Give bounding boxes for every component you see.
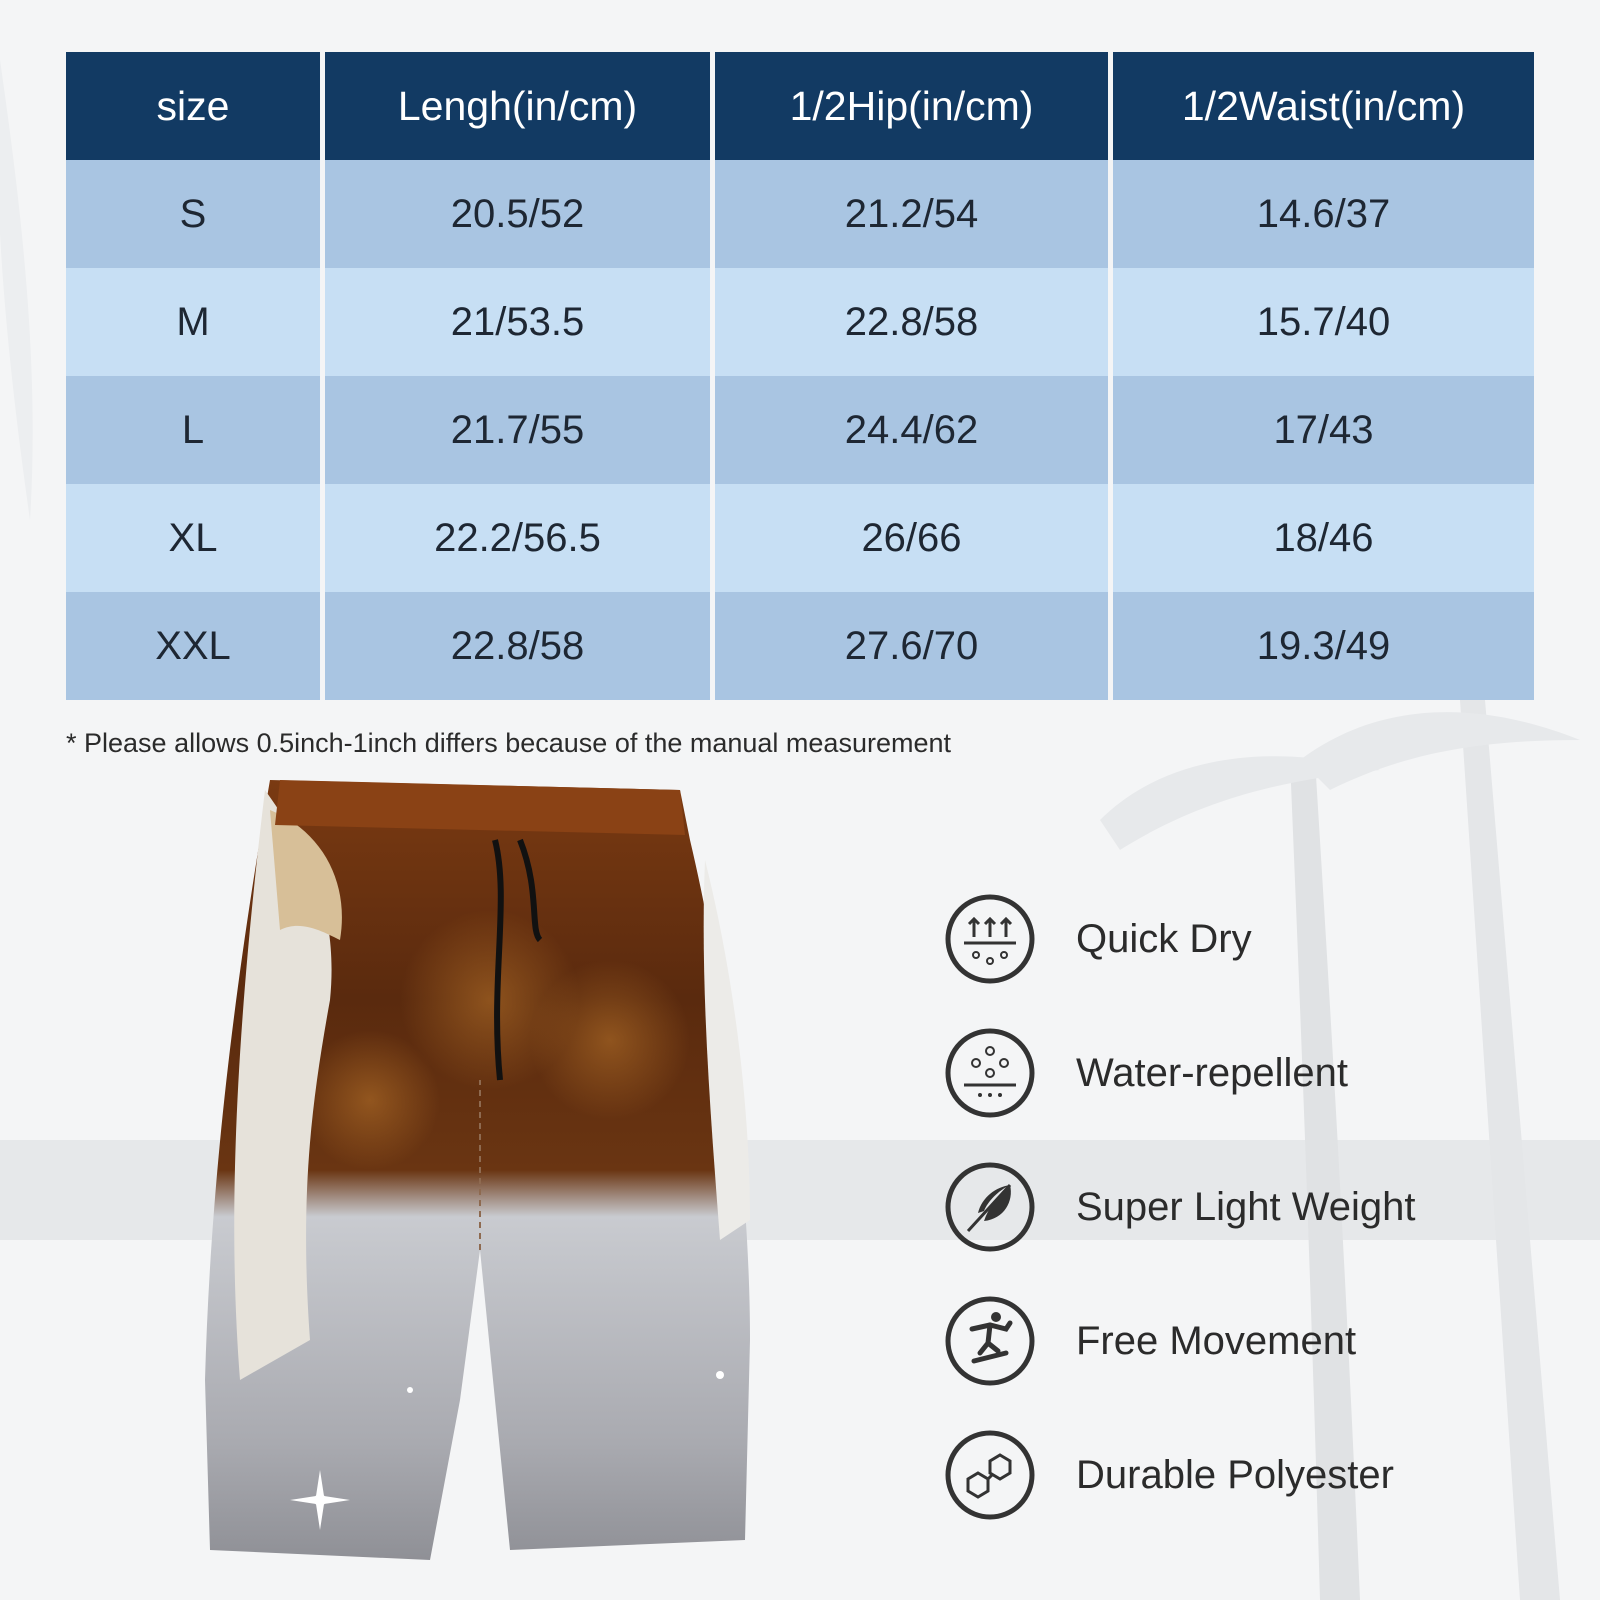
cell-half-hip: 26/66 bbox=[710, 484, 1108, 592]
feature-water-repellent bbox=[944, 1006, 1415, 1140]
cell-half-waist: 17/43 bbox=[1108, 376, 1534, 484]
size-chart-table bbox=[66, 52, 1534, 700]
header-half-waist: 1/2Waist(in/cm) bbox=[1108, 52, 1534, 160]
cell-length: 21.7/55 bbox=[320, 376, 710, 484]
cell-half-waist: 19.3/49 bbox=[1108, 592, 1534, 700]
cell-half-hip: 27.6/70 bbox=[710, 592, 1108, 700]
product-shorts-image bbox=[190, 780, 770, 1570]
cell-length: 20.5/52 bbox=[320, 160, 710, 268]
feature-label: Water-repellent bbox=[1076, 1050, 1348, 1095]
feature-label: Super Light Weight bbox=[1076, 1184, 1416, 1229]
feature-free-movement bbox=[944, 1274, 1415, 1408]
header-half-hip: 1/2Hip(in/cm) bbox=[710, 52, 1108, 160]
table-row bbox=[66, 484, 1534, 592]
cell-half-hip: 24.4/62 bbox=[710, 376, 1108, 484]
cell-size: M bbox=[66, 268, 320, 376]
header-size: size bbox=[66, 52, 320, 160]
feature-label: Quick Dry bbox=[1076, 916, 1252, 961]
header-length: Lengh(in/cm) bbox=[320, 52, 710, 160]
feature-quick-dry bbox=[944, 872, 1415, 1006]
feature-light-weight bbox=[944, 1140, 1415, 1274]
table-header-row bbox=[66, 52, 1534, 160]
table-row bbox=[66, 268, 1534, 376]
cell-half-hip: 22.8/58 bbox=[710, 268, 1108, 376]
cell-size: S bbox=[66, 160, 320, 268]
cell-half-hip: 21.2/54 bbox=[710, 160, 1108, 268]
feature-label: Durable Polyester bbox=[1076, 1452, 1394, 1497]
cell-half-waist: 14.6/37 bbox=[1108, 160, 1534, 268]
cell-size: L bbox=[66, 376, 320, 484]
feature-label: Free Movement bbox=[1076, 1318, 1357, 1363]
feature-durable-polyester bbox=[944, 1408, 1415, 1542]
feature-list bbox=[944, 872, 1415, 1542]
feather-icon bbox=[944, 1161, 1036, 1253]
water-drops-icon bbox=[944, 1027, 1036, 1119]
cell-half-waist: 15.7/40 bbox=[1108, 268, 1534, 376]
cell-half-waist: 18/46 bbox=[1108, 484, 1534, 592]
hexagon-molecule-icon bbox=[944, 1429, 1036, 1521]
cell-length: 21/53.5 bbox=[320, 268, 710, 376]
measurement-note: * Please allows 0.5inch-1inch differs because of the manual measurement bbox=[66, 728, 952, 758]
table-row bbox=[66, 376, 1534, 484]
cell-length: 22.8/58 bbox=[320, 592, 710, 700]
table-row bbox=[66, 592, 1534, 700]
quick-dry-icon bbox=[944, 893, 1036, 985]
table-row bbox=[66, 160, 1534, 268]
cell-size: XXL bbox=[66, 592, 320, 700]
cell-length: 22.2/56.5 bbox=[320, 484, 710, 592]
skateboarder-icon bbox=[944, 1295, 1036, 1387]
cell-size: XL bbox=[66, 484, 320, 592]
